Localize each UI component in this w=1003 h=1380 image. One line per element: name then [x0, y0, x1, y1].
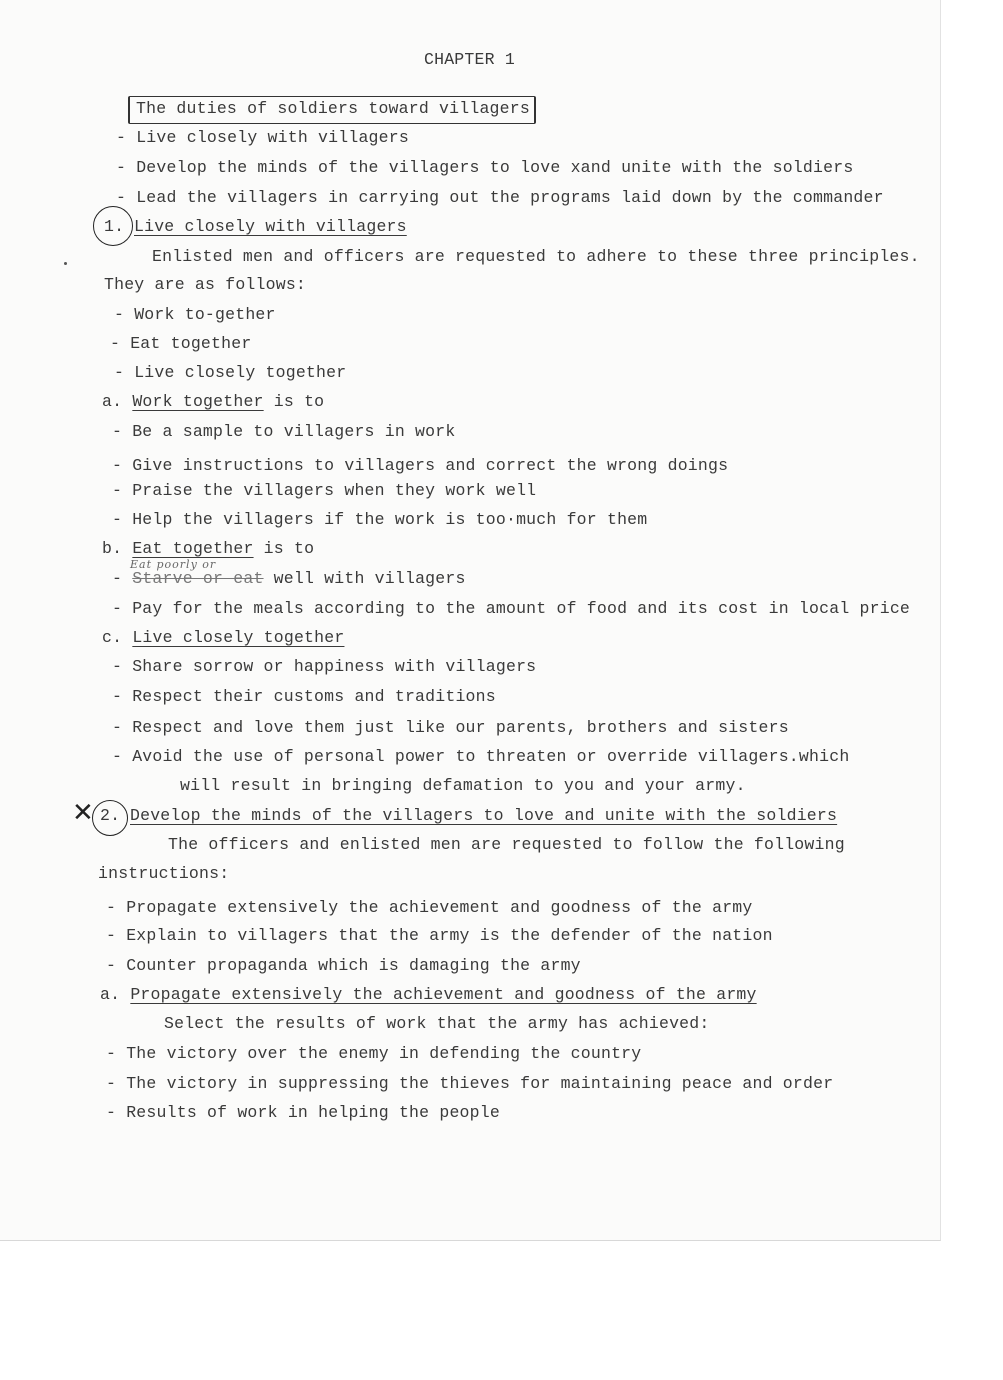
live-item-4-continued: will result in bringing defamation to you and your army.: [180, 776, 746, 795]
section-1-intro-continued: They are as follows:: [104, 275, 307, 294]
subsection-2a-marker: a.: [100, 985, 121, 1004]
principle-item-1: - Work to-gether: [114, 305, 276, 324]
section-1-heading: Live closely with villagers: [134, 217, 407, 236]
subsection-1a-suffix: is to: [263, 392, 325, 411]
principle-item-3: - Live closely together: [114, 363, 347, 382]
subsection-1c-heading-line: [102, 628, 344, 648]
work-item-3: - Praise the villagers when they work well: [112, 481, 537, 500]
live-item-2: - Respect their customs and traditions: [112, 687, 496, 706]
chapter-header: CHAPTER 1: [424, 50, 515, 69]
subsection-1c-heading: Live closely together: [132, 628, 345, 647]
subsection-2a-heading: Propagate extensively the achievement and goodness of the army: [130, 985, 757, 1004]
live-item-4: - Avoid the use of personal power to threaten or override villagers.which: [112, 747, 850, 766]
instruction-item-2: - Explain to villagers that the army is the defender of the nation: [106, 926, 773, 945]
cross-mark-annotation: ✕: [72, 798, 94, 828]
principle-item-2: - Eat together: [110, 334, 252, 353]
summary-item-3: - Lead the villagers in carrying out the programs laid down by the commander: [116, 188, 884, 207]
result-item-1: - The victory over the enemy in defending the country: [106, 1044, 642, 1063]
subsection-1a-marker: a.: [102, 392, 123, 411]
eat-item-2: - Pay for the meals according to the amount of food and its cost in local price: [112, 599, 911, 618]
instruction-item-3: - Counter propaganda which is damaging the army: [106, 956, 581, 975]
section-2-number: 2.: [100, 806, 121, 825]
result-item-2: - The victory in suppressing the thieves for maintaining peace and order: [106, 1074, 834, 1093]
section-2-heading: Develop the minds of the villagers to love and unite with the soldiers: [130, 806, 838, 825]
eat-item-1: [112, 569, 466, 589]
eat-item-1-dash: -: [112, 569, 133, 588]
summary-item-2: - Develop the minds of the villagers to love xand unite with the soldiers: [116, 158, 854, 177]
subsection-1b-marker: b.: [102, 539, 123, 558]
subsection-1a-heading: Work together: [132, 392, 264, 411]
work-item-1: - Be a sample to villagers in work: [112, 422, 456, 441]
live-item-3: - Respect and love them just like our parents, brothers and sisters: [112, 718, 789, 737]
subsection-1a-heading-line: [102, 392, 324, 412]
subsection-2a-heading-line: [100, 985, 757, 1005]
subsection-2a-intro: Select the results of work that the army has achieved:: [164, 1014, 710, 1033]
subsection-1c-marker: c.: [102, 628, 123, 647]
handwritten-insertion: Eat poorly or: [130, 558, 217, 571]
live-item-1: - Share sorrow or happiness with villagers: [112, 657, 537, 676]
section-2-intro-continued: instructions:: [98, 864, 230, 883]
struck-text: Starve or eat: [132, 569, 264, 588]
instruction-item-1: - Propagate extensively the achievement and goodness of the army: [106, 898, 753, 917]
work-item-4: - Help the villagers if the work is too·much for them: [112, 510, 648, 529]
document-title: The duties of soldiers toward villagers: [136, 99, 530, 118]
result-item-3: - Results of work in helping the people: [106, 1103, 500, 1122]
summary-item-1: - Live closely with villagers: [116, 128, 409, 147]
ink-speck: [64, 262, 67, 265]
subsection-1b-heading: Eat together: [132, 539, 254, 558]
eat-item-1-rest: well with villagers: [263, 569, 466, 588]
subsection-1b-suffix: is to: [253, 539, 315, 558]
section-1-intro: Enlisted men and officers are requested to adhere to these three principles.: [152, 247, 920, 266]
section-1-number: 1.: [104, 217, 125, 236]
work-item-2: - Give instructions to villagers and correct the wrong doings: [112, 456, 729, 475]
section-2-intro: The officers and enlisted men are requested to follow the following: [168, 835, 845, 854]
subsection-1b-heading-line: [102, 539, 314, 559]
